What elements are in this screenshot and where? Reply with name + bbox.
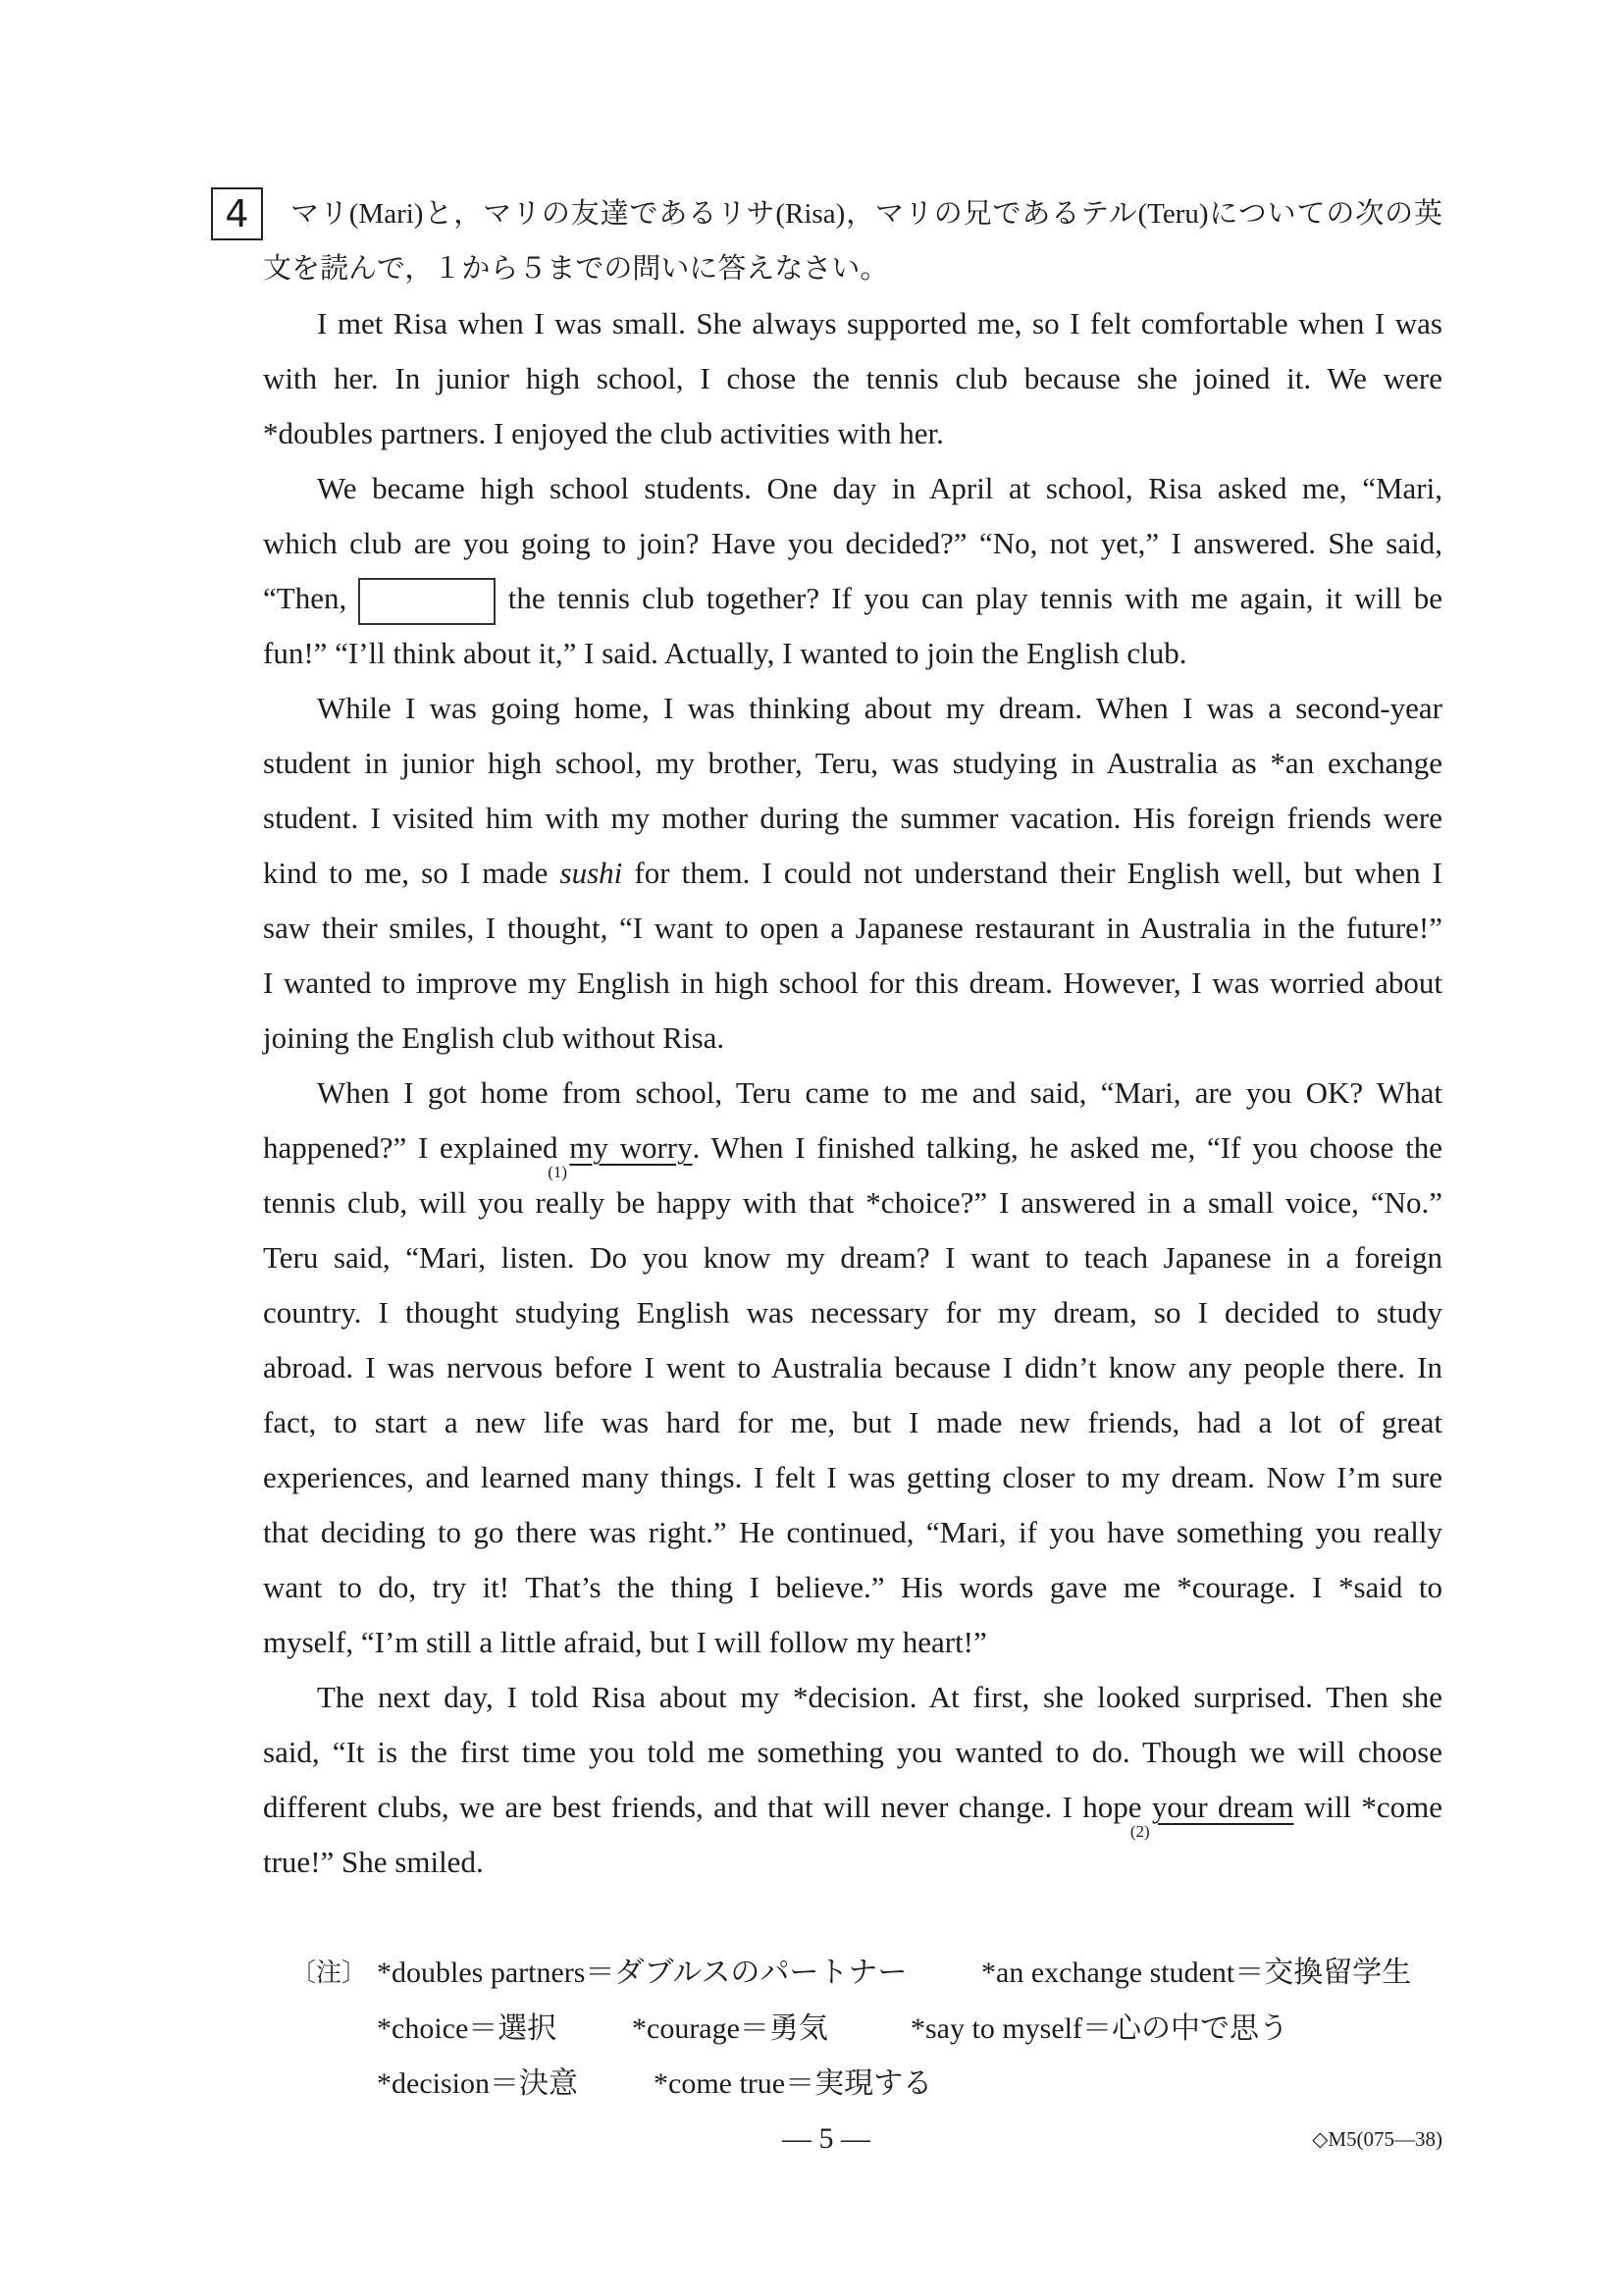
passage-line: experiences, and learned many things. I felt I was getting closer to my dream. Now I’m sure — [263, 1460, 1442, 1494]
passage-line: I met Risa when I was small. She always supported me, so I felt comfortable when I was — [317, 306, 1442, 340]
line-text: the tennis club together? If you can play tennis with me again, it will be — [507, 581, 1442, 615]
passage-line: that deciding to go there was right.” He continued, “Mari, if you have something you really — [263, 1515, 1442, 1549]
passage-line: I wanted to improve my English in high school for this dream. However, I was worried about — [263, 965, 1442, 1000]
passage-line: fun!” “I’ll think about it,” I said. Actually, I wanted to join the English club. — [263, 636, 1187, 670]
underlined-text: your dream — [1151, 1790, 1294, 1824]
passage-line: While I was going home, I was thinking about my dream. When I was a second-year — [317, 691, 1442, 725]
passage-line: said, “It is the first time you told me something you wanted to do. Though we will choose — [263, 1735, 1442, 1769]
note-item: *come true＝実現する — [654, 2067, 933, 2100]
passage-line: When I got home from school, Teru came to me and said, “Mari, are you OK? What — [317, 1075, 1442, 1110]
question-number-box — [211, 187, 263, 240]
passage-line: which club are you going to join? Have you decided?” “No, not yet,” I answered. She said, — [263, 526, 1442, 560]
question-text — [263, 186, 1442, 1890]
note-item: *doubles partners＝ダブルスのパートナー — [377, 1957, 908, 1989]
instructions-line: 文を読んで，１から５までの問いに答えなさい。 — [263, 253, 889, 285]
question-number: 4 — [225, 192, 249, 235]
passage-line: want to do, try it! That’s the thing I believe.” His words gave me *courage. I *said to — [263, 1570, 1442, 1604]
passage-line: joining the English club without Risa. — [263, 1020, 725, 1055]
note-item: *choice＝選択 — [377, 2012, 557, 2045]
line-text: different clubs, we are best friends, and that will never change. I hope — [263, 1790, 1142, 1824]
instructions-line: マリ(Mari)と，マリの友達であるリサ(Risa)，マリの兄であるテル(Teru)についての次の英 — [290, 198, 1442, 230]
passage-line: true!” She smiled. — [263, 1845, 484, 1879]
passage-line: *doubles partners. I enjoyed the club activities with her. — [263, 416, 944, 450]
italic-word: sushi — [559, 856, 623, 890]
passage-line: saw their smiles, I thought, “I want to open a Japanese restaurant in Australia in the future!” — [263, 911, 1442, 945]
passage-line: We became high school students. One day in April at school, Risa asked me, “Mari, — [317, 471, 1442, 505]
passage-line: with her. In junior high school, I chose the tennis club because she joined it. We were — [263, 361, 1442, 395]
line-text: for them. I could not understand their English well, but when I — [634, 856, 1442, 890]
passage-line: student. I visited him with my mother during the summer vacation. His foreign friends were — [263, 801, 1442, 835]
underline-marker: (2) — [1129, 1822, 1150, 1841]
passage — [263, 296, 1442, 1890]
line-text: “Then, — [263, 581, 347, 615]
note-item: *decision＝決意 — [377, 2067, 578, 2100]
passage-line: The next day, I told Risa about my *decision. At first, she looked surprised. Then she — [317, 1680, 1442, 1714]
underlined-text: my worry — [569, 1130, 693, 1165]
underlined-phrase-1 — [548, 1130, 693, 1181]
answer-blank-box — [358, 578, 496, 625]
underlined-phrase-2 — [1129, 1790, 1294, 1841]
line-text: happened?” I explained — [263, 1130, 558, 1165]
passage-line: myself, “I’m still a little afraid, but I will follow my heart!” — [263, 1625, 987, 1659]
passage-line: Teru said, “Mari, listen. Do you know my dream? I want to teach Japanese in a foreign — [263, 1240, 1442, 1275]
passage-line — [263, 846, 1442, 901]
passage-line — [263, 1780, 1443, 1841]
page-number: — 5 — — [782, 2122, 870, 2155]
note-item: *an exchange student＝交換留学生 — [981, 1957, 1412, 1989]
notes-label: 〔注〕 — [290, 1958, 368, 1987]
note-item: *courage＝勇気 — [632, 2012, 828, 2045]
passage-line: abroad. I was nervous before I went to Australia because I didn’t know any people there. In — [263, 1350, 1442, 1384]
passage-line: country. I thought studying English was necessary for my dream, so I decided to study — [263, 1295, 1442, 1330]
passage-line — [263, 571, 1442, 626]
exam-code: ◇M5(075—38) — [1312, 2127, 1442, 2151]
line-text: kind to me, so I made — [263, 856, 549, 890]
underline-marker: (1) — [548, 1163, 568, 1181]
passage-line: tennis club, will you really be happy with that *choice?” I answered in a small voice, “No.” — [263, 1185, 1442, 1220]
note-item: *say to myself＝心の中で思う — [911, 2012, 1288, 2045]
passage-line: student in junior high school, my brother, Teru, was studying in Australia as *an exchange — [263, 746, 1442, 780]
passage-line — [263, 1121, 1443, 1181]
line-text: will *come — [1303, 1790, 1443, 1824]
passage-line: fact, to start a new life was hard for me, but I made new friends, had a lot of great — [263, 1405, 1442, 1439]
line-text: . When I finished talking, he asked me, “If you choose the — [692, 1130, 1443, 1165]
